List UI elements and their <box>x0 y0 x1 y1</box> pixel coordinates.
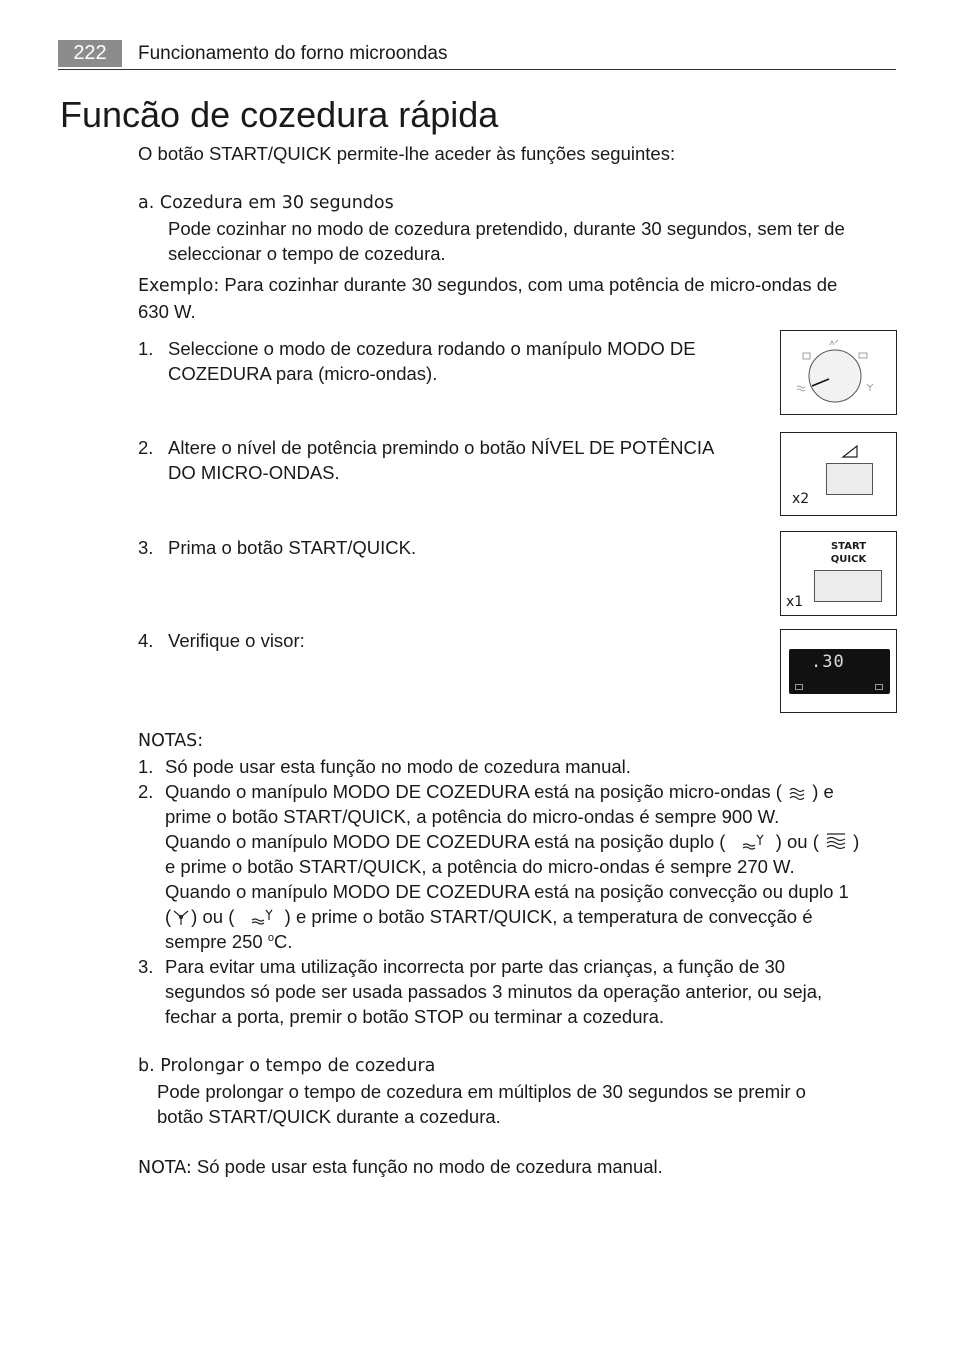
step-number: 4. <box>138 630 154 651</box>
step-2 <box>138 435 714 485</box>
degree-superscript: o <box>267 931 274 944</box>
header-divider <box>58 69 896 70</box>
nota-label: NOTA: <box>138 1158 192 1178</box>
step-number: 1. <box>138 338 154 359</box>
example-label: Exemplo: <box>138 276 220 296</box>
step-text: Verifique o visor: <box>168 630 305 651</box>
section-b-heading: b. Prolongar o tempo de cozedura <box>138 1056 436 1076</box>
nota-text: Só pode usar esta função no modo de cozedura manual. <box>196 1156 663 1177</box>
step-text: DO MICRO-ONDAS. <box>168 462 340 483</box>
note-text: sempre 250 <box>165 931 268 952</box>
step-text: Prima o botão START/QUICK. <box>168 537 417 558</box>
note-text: segundos só pode ser usada passados 3 minutos da operação anterior, ou seja, <box>165 981 823 1002</box>
nota-block <box>138 1154 663 1181</box>
note-text: prime o botão START/QUICK, a potência do micro-ondas é sempre 900 W. <box>165 806 780 827</box>
running-header: Funcionamento do forno microondas <box>138 43 448 64</box>
note-3 <box>138 954 898 1029</box>
step-4 <box>138 628 305 653</box>
note-text: Quando o manípulo MODO DE COZEDURA está na posição duplo ( <box>165 831 726 852</box>
step-1 <box>138 336 696 386</box>
note-text: Quando o manípulo MODO DE COZEDURA está na posição convecção ou duplo 1 <box>165 881 849 902</box>
convection-fan-icon <box>171 908 191 926</box>
note-text: ) ou ( <box>191 906 235 927</box>
step-text: Altere o nível de potência premindo o botão NÍVEL DE POTÊNCIA <box>168 437 715 458</box>
note-text: ) e prime o botão START/QUICK, a temperatura de convecção é <box>284 906 813 927</box>
notes-heading: NOTAS: <box>138 731 204 751</box>
note-text: Só pode usar esta função no modo de cozedura manual. <box>165 756 631 777</box>
dual-1-icon <box>240 906 280 926</box>
note-text: Quando o manípulo MODO DE COZEDURA está na posição micro-ondas ( <box>165 781 782 802</box>
dual-fan-microwave-icon <box>731 831 771 851</box>
example-text-cont: 630 W. <box>138 301 196 322</box>
display-screen <box>789 649 890 694</box>
example-block <box>138 272 888 324</box>
note-number: 1. <box>138 756 154 777</box>
microwave-power-button-figure <box>780 432 897 516</box>
note-1 <box>138 754 898 779</box>
notes-list <box>138 754 898 1029</box>
note-text: ) e <box>812 781 834 802</box>
note-text: C. <box>273 931 293 952</box>
step-text: Seleccione o modo de cozedura rodando o manípulo MODO DE <box>168 338 696 359</box>
example-text: Para cozinhar durante 30 segundos, com uma potência de micro-ondas de <box>224 274 838 295</box>
power-button-face <box>826 463 873 495</box>
note-number: 2. <box>138 781 154 802</box>
start-quick-button-figure <box>780 531 897 616</box>
step-number: 2. <box>138 437 154 458</box>
note-text: fechar a porta, premir o botão STOP ou terminar a cozedura. <box>165 1006 665 1027</box>
section-a-heading: a. Cozedura em 30 segundos <box>138 193 394 213</box>
cooking-mode-knob-icon <box>781 331 896 414</box>
press-count: x2 <box>792 491 810 507</box>
display-value: .30 <box>811 652 845 672</box>
section-a-line: seleccionar o tempo de cozedura. <box>168 243 446 264</box>
section-b-text <box>157 1079 806 1129</box>
page-title: Funcão de cozedura rápida <box>60 94 499 135</box>
note-text: e prime o botão START/QUICK, a potência do micro-ondas é sempre 270 W. <box>165 856 795 877</box>
quick-label: QUICK <box>830 554 867 565</box>
cooking-mode-knob-figure <box>780 330 897 415</box>
microwave-indicator-icon <box>875 684 883 690</box>
note-text: ) <box>853 831 860 852</box>
step-text: COZEDURA para (micro-ondas). <box>168 363 438 384</box>
section-a-text <box>168 216 845 266</box>
start-quick-button-face <box>814 570 882 602</box>
step-number: 3. <box>138 537 154 558</box>
intro-text: O botão START/QUICK permite-lhe aceder às funções seguintes: <box>138 143 676 164</box>
oven-indicator-icon <box>795 684 803 690</box>
display-figure <box>780 629 897 713</box>
page-number: 222 <box>58 40 122 67</box>
power-level-icon <box>841 443 861 459</box>
step-3 <box>138 535 416 560</box>
section-a-line: Pode cozinhar no modo de cozedura pretendido, durante 30 segundos, sem ter de <box>168 218 845 239</box>
start-quick-label <box>811 540 886 566</box>
microwave-mode-icon <box>787 785 807 801</box>
start-label: START <box>830 541 867 552</box>
note-text: ( <box>165 906 172 927</box>
section-b-line: Pode prolongar o tempo de cozedura em múltiplos de 30 segundos se premir o <box>157 1081 806 1102</box>
section-b-line: botão START/QUICK durante a cozedura. <box>157 1106 501 1127</box>
note-text: Para evitar uma utilização incorrecta por parte das crianças, a função de 30 <box>165 956 786 977</box>
note-text: ) ou ( <box>775 831 819 852</box>
dual-grill-microwave-icon <box>824 831 848 851</box>
note-2 <box>138 779 898 954</box>
press-count: x1 <box>786 594 804 610</box>
note-number: 3. <box>138 956 154 977</box>
